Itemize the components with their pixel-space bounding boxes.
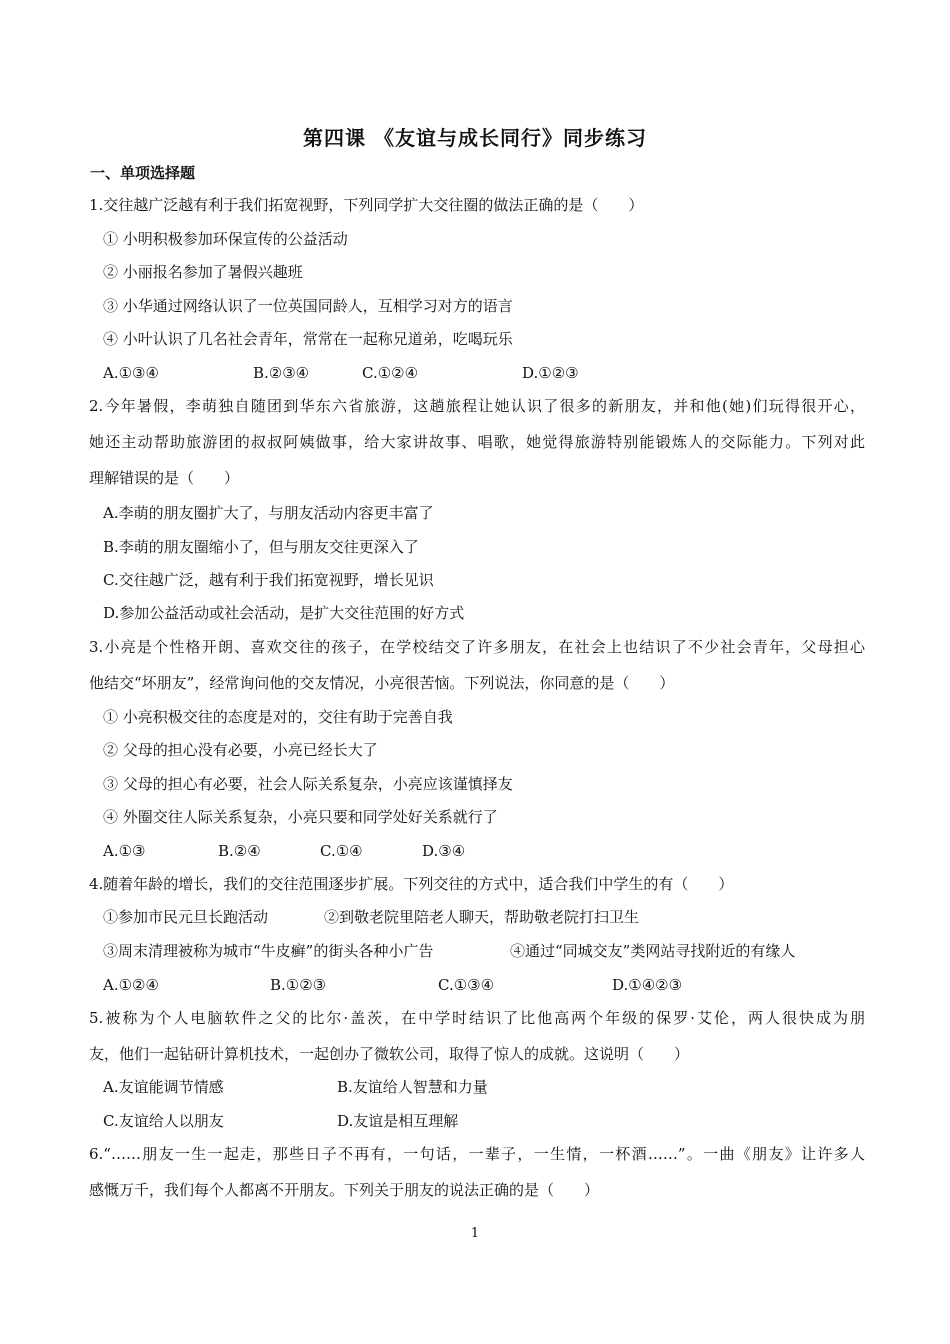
question-3-item-1: ① 小亮积极交往的态度是对的，交往有助于完善自我	[103, 708, 453, 726]
question-3-item-4: ④ 外圈交往人际关系复杂，小亮只要和同学处好关系就行了	[103, 808, 498, 826]
question-4-stem: 4.随着年龄的增长，我们的交往范围逐步扩展。下列交往的方式中，适合我们中学生的有（ ）	[89, 875, 734, 893]
question-6-stem-line-1: 6.“……朋友一生一起走，那些日子不再有，一句话，一辈子，一生情，一杯酒……”。一曲《朋友》让许多人	[89, 1145, 865, 1163]
question-4-option-d: D.①④②③	[612, 976, 683, 994]
question-3-item-2: ② 父母的担心没有必要，小亮已经长大了	[103, 741, 378, 759]
question-4-item-3: ③周末清理被称为城市“牛皮癣”的街头各种小广告	[103, 942, 434, 960]
question-1-option-d: D.①②③	[522, 364, 579, 382]
question-4-option-a: A.①②④	[103, 976, 159, 994]
question-5-option-a: A.友谊能调节情感	[103, 1078, 224, 1096]
question-5-stem-line-2: 友，他们一起钻研计算机技术，一起创办了微软公司，取得了惊人的成就。这说明（ ）	[89, 1045, 690, 1063]
question-5-option-b: B.友谊给人智慧和力量	[337, 1078, 488, 1096]
question-3-option-a: A.①③	[103, 842, 146, 860]
question-2-option-d: D.参加公益活动或社会活动，是扩大交往范围的好方式	[103, 604, 465, 622]
question-3-option-b: B.②④	[218, 842, 261, 860]
question-4-option-b: B.①②③	[270, 976, 327, 994]
question-3-stem-line-2: 他结交“坏朋友”，经常询问他的交友情况，小亮很苦恼。下列说法，你同意的是（ ）	[89, 674, 675, 692]
question-1-stem: 1.交往越广泛越有利于我们拓宽视野，下列同学扩大交往圈的做法正确的是（ ）	[89, 196, 644, 214]
question-3-option-c: C.①④	[320, 842, 363, 860]
question-1-option-a: A.①③④	[103, 364, 159, 382]
question-2-stem-line-3: 理解错误的是（ ）	[89, 469, 240, 487]
question-1-option-b: B.②③④	[253, 364, 310, 382]
question-2-option-a: A.李萌的朋友圈扩大了，与朋友活动内容更丰富了	[103, 504, 434, 522]
question-3-option-d: D.③④	[422, 842, 466, 860]
question-1-item-3: ③ 小华通过网络认识了一位英国同龄人，互相学习对方的语言	[103, 297, 513, 315]
question-2-option-c: C.交往越广泛，越有利于我们拓宽视野，增长见识	[103, 571, 434, 589]
question-5-stem-line-1: 5.被称为个人电脑软件之父的比尔·盖茨，在中学时结识了比他高两个年级的保罗·艾伦，两人很快成为朋	[89, 1009, 865, 1027]
question-3-stem-line-1: 3.小亮是个性格开朗、喜欢交往的孩子，在学校结交了许多朋友，在社会上也结识了不少社会青年，父母担心	[89, 638, 865, 656]
page-title: 第四课 《友谊与成长同行》同步练习	[303, 126, 647, 150]
question-4-option-c: C.①③④	[438, 976, 495, 994]
question-5-option-d: D.友谊是相互理解	[337, 1112, 459, 1130]
question-1-option-c: C.①②④	[362, 364, 419, 382]
question-5-option-c: C.友谊给人以朋友	[103, 1112, 224, 1130]
page-number: 1	[470, 1226, 480, 1241]
question-2-stem-line-2: 她还主动帮助旅游团的叔叔阿姨做事，给大家讲故事、唱歌，她觉得旅游特别能锻炼人的交际能力。下列对此	[89, 433, 865, 451]
question-2-option-b: B.李萌的朋友圈缩小了，但与朋友交往更深入了	[103, 538, 419, 556]
question-4-item-1: ①参加市民元旦长跑活动	[103, 908, 269, 926]
question-1-item-2: ② 小丽报名参加了暑假兴趣班	[103, 263, 303, 281]
question-1-item-4: ④ 小叶认识了几名社会青年，常常在一起称兄道弟，吃喝玩乐	[103, 330, 513, 348]
question-2-stem-line-1: 2.今年暑假，李萌独自随团到华东六省旅游，这趟旅程让她认识了很多的新朋友，并和他(她)们玩得很开心，	[89, 397, 865, 415]
question-4-item-4: ④通过“同城交友”类网站寻找附近的有缘人	[510, 942, 796, 960]
question-3-item-3: ③ 父母的担心有必要，社会人际关系复杂，小亮应该谨慎择友	[103, 775, 513, 793]
question-4-item-2: ②到敬老院里陪老人聊天，帮助敬老院打扫卫生	[324, 908, 640, 926]
section-heading: 一、单项选择题	[90, 164, 196, 182]
question-1-item-1: ① 小明积极参加环保宣传的公益活动	[103, 230, 348, 248]
question-6-stem-line-2: 感慨万千，我们每个人都离不开朋友。下列关于朋友的说法正确的是（ ）	[89, 1181, 600, 1199]
